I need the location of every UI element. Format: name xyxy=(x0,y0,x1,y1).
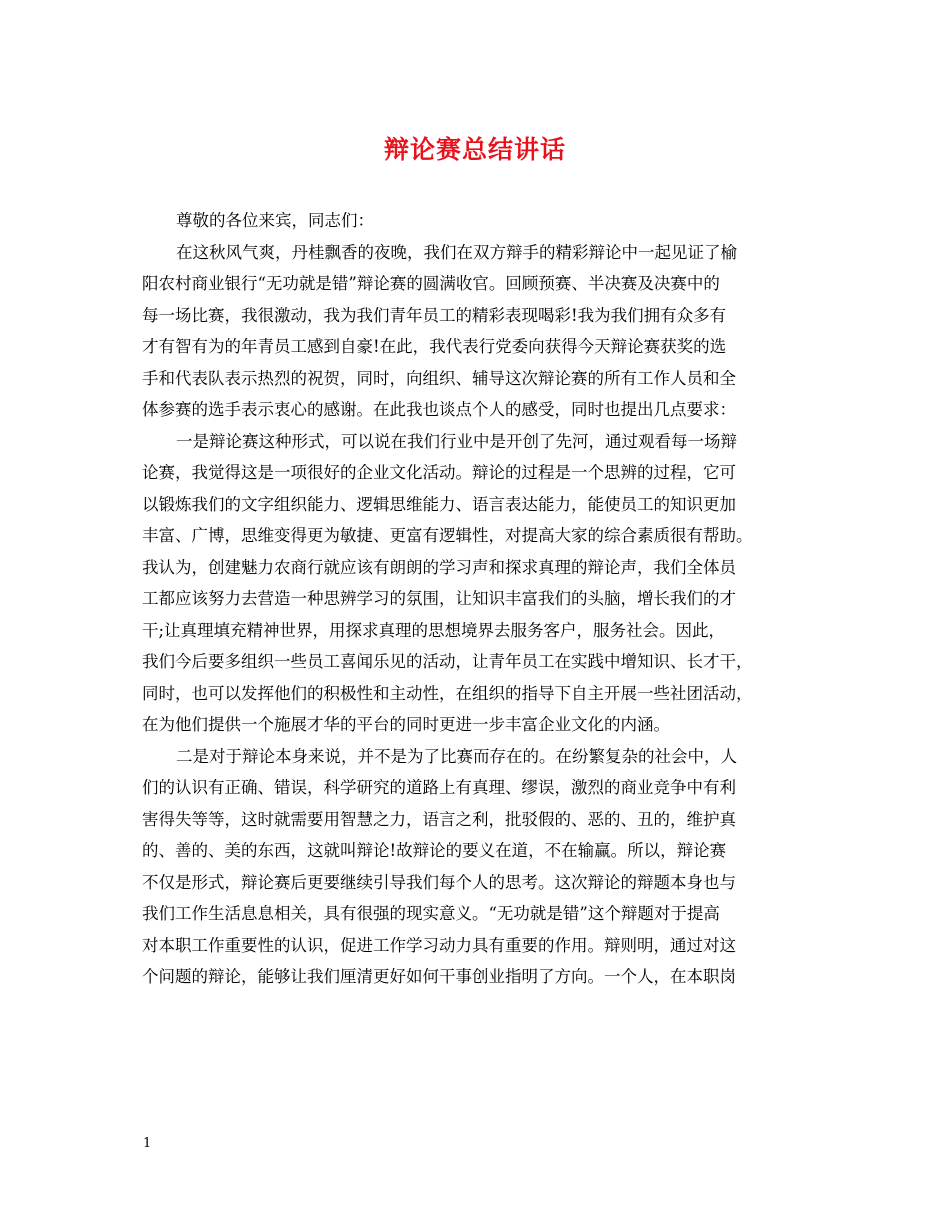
text-line: 们的认识有正确、错误，科学研究的道路上有真理、缪误，激烈的商业竞争中有利 xyxy=(142,778,736,797)
text-line: 同时，也可以发挥他们的积极性和主动性，在组织的指导下自主开展一些社团活动， xyxy=(142,683,753,703)
text-line: 我认为，创建魅力农商行就应该有朗朗的学习声和探求真理的辩论声，我们全体员 xyxy=(142,557,736,577)
text-line: 以锻炼我们的文字组织能力、逻辑思维能力、语言表达能力，能使员工的知识更加 xyxy=(142,494,736,514)
text-line: 尊敬的各位来宾，同志们： xyxy=(176,211,374,230)
text-line: 才有智有为的年青员工感到自豪!在此，我代表行党委向获得今天辩论赛获奖的选 xyxy=(142,337,727,356)
text-line: 在这秋风气爽，丹桂飘香的夜晚，我们在双方辩手的精彩辩论中一起见证了榆 xyxy=(176,242,737,262)
text-line: 在为他们提供一个施展才华的平台的同时更进一步丰富企业文化的内涵。 xyxy=(142,715,670,734)
text-line: 工都应该努力去营造一种思辨学习的氛围，让知识丰富我们的头脑，增长我们的才 xyxy=(142,589,736,608)
text-line: 二是对于辩论本身来说，并不是为了比赛而存在的。在纷繁复杂的社会中，人 xyxy=(176,746,737,766)
text-line: 对本职工作重要性的认识，促进工作学习动力具有重要的作用。辩则明，通过对这 xyxy=(142,935,736,955)
text-line: 干;让真理填充精神世界，用探求真理的思想境界去服务客户，服务社会。因此， xyxy=(142,620,726,640)
text-line: 的、善的、美的东西，这就叫辩论!故辩论的要义在道，不在输赢。所以，辩论赛 xyxy=(142,841,727,860)
text-line: 丰富、广博，思维变得更为敏捷、更富有逻辑性，对提高大家的综合素质很有帮助。 xyxy=(142,526,753,545)
text-line: 手和代表队表示热烈的祝贺，同时，向组织、辅导这次辩论赛的所有工作人员和全 xyxy=(142,368,736,388)
document-title: 辩论赛总结讲话 xyxy=(383,135,566,164)
text-line: 论赛，我觉得这是一项很好的企业文化活动。辩论的过程是一个思辨的过程，它可 xyxy=(142,463,736,482)
text-line: 我们今后要多组织一些员工喜闻乐见的活动，让青年员工在实践中增知识、长才干， xyxy=(142,652,753,671)
text-line: 一是辩论赛这种形式，可以说在我们行业中是开创了先河，通过观看每一场辩 xyxy=(176,431,737,451)
text-line: 阳农村商业银行“无功就是错”辩论赛的圆满收官。回顾预赛、半决赛及决赛中的 xyxy=(142,274,720,293)
text-line: 体参赛的选手表示衷心的感谢。在此我也谈点个人的感受，同时也提出几点要求： xyxy=(142,400,736,419)
page-number: 1 xyxy=(143,1136,152,1151)
text-line: 害得失等等，这时就需要用智慧之力，语言之利，批驳假的、恶的、丑的，维护真 xyxy=(142,809,736,829)
text-line: 不仅是形式，辩论赛后更要继续引导我们每个人的思考。这次辩论的辩题本身也与 xyxy=(142,872,736,892)
document-body xyxy=(142,205,822,993)
text-line: 每一场比赛，我很激动，我为我们青年员工的精彩表现喝彩!我为我们拥有众多有 xyxy=(142,305,727,325)
text-line: 我们工作生活息息相关，具有很强的现实意义。“无功就是错”这个辩题对于提高 xyxy=(142,904,720,923)
text-line: 个问题的辩论，能够让我们厘清更好如何干事创业指明了方向。一个人，在本职岗 xyxy=(142,967,736,986)
